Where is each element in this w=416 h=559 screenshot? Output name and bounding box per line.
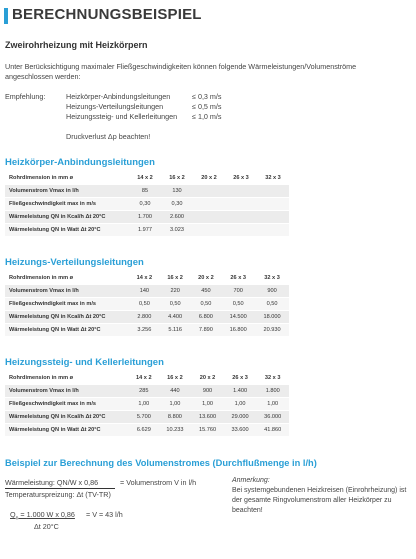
heat-symbol: Q [10,510,16,519]
intro-text: Unter Berücksichtigung maximaler Fließgeschwindigkeiten können folgende Wärmeleistungen/Volumenströme angeschlossen werden: [5,62,357,81]
table-cell [225,211,257,224]
table-cell: 1,00 [129,398,159,411]
table-cell: 1.977 [129,224,161,237]
recommendation-item-value: ≤ 1,0 m/s [192,112,222,121]
table-cell: 220 [160,285,191,298]
column-header: 26 x 3 [232,374,248,381]
table-cell: 13.600 [191,411,224,424]
table-cell [225,185,257,198]
row-label: Volumenstrom Vmax in l/h [5,385,129,398]
table-row [5,211,289,224]
table-cell: 0,50 [191,298,222,311]
table-row [5,385,289,398]
table-cell [193,185,225,198]
row-label: Wärmeleistung QN in Watt Δt 20°C [5,424,129,437]
table-cell: 0,50 [160,298,191,311]
recommendation-item-value: ≤ 0,5 m/s [192,102,222,111]
recommendation-item-name: Heizungssteig- und Kellerleitungen [66,112,178,121]
table-cell [193,211,225,224]
row-label: Wärmeleistung QN in Kcal/h Δt 20°C [5,411,129,424]
table-cell: 1,00 [256,398,289,411]
heat-subscript: n [15,515,19,522]
table-cell: 1,00 [224,398,257,411]
table-row [5,324,289,337]
section-title: Heizkörper-Anbindungsleitungen [5,157,155,168]
table-row [5,285,289,298]
page-subtitle: Zweirohrheizung mit Heizkörpern [5,40,148,50]
column-header: 14 x 2 [137,174,153,181]
column-header: 20 x 2 [201,174,217,181]
table-cell: 900 [191,385,224,398]
table-cell: 5.116 [160,324,191,337]
pressure-loss-note: Druckverlust Δp beachten! [66,132,151,141]
table-cell [193,224,225,237]
table-cell: 8.800 [159,411,192,424]
table-cell [257,224,289,237]
table-row [5,224,289,237]
table-cell: 1.700 [129,211,161,224]
example-denominator: Δt 20°C [34,522,59,531]
table-cell [257,185,289,198]
table-cell: 4.400 [160,311,191,324]
table-cell: 0,50 [129,298,160,311]
row-label: Wärmeleistung QN in Kcal/h Δt 20°C [5,211,129,224]
table-cell: 5.700 [129,411,159,424]
row-label: Volumenstrom Vmax in l/h [5,285,129,298]
table-cell: 1,00 [159,398,192,411]
table-row [5,298,289,311]
column-header: 32 x 3 [265,174,281,181]
example-numerator-value: 1.000 W x 0,86 [26,510,75,519]
column-header: 16 x 2 [169,174,185,181]
column-header: 14 x 2 [136,274,153,281]
column-header: 26 x 3 [233,174,249,181]
table-cell: 700 [221,285,255,298]
column-header: 20 x 2 [198,274,214,281]
table-cell [225,224,257,237]
recommendation-item-value: ≤ 0,3 m/s [192,92,222,101]
recommendation-item-name: Heizungs-Verteilungsleitungen [66,102,164,111]
formula-numerator: Wärmeleistung: QN/W x 0,86 [5,478,99,487]
table-cell [193,198,225,211]
column-header: 16 x 2 [167,274,183,281]
example-numerator: $Q_n = 1.000$ W x 0,86 [10,510,75,522]
row-label: Wärmeleistung QN in Watt Δt 20°C [5,224,129,237]
table-cell: 16.800 [221,324,255,337]
column-header: 26 x 3 [230,274,246,281]
table-row [5,398,289,411]
row-label: Wärmeleistung QN in Watt Δt 20°C [5,324,129,337]
table-cell: 18.000 [255,311,289,324]
formula-denominator: Temperaturspreizung: Δt (TV-TR) [5,490,111,499]
table-row [5,411,289,424]
data-table [5,370,289,437]
table-cell: 1,00 [191,398,224,411]
row-label: Volumenstrom Vmax in l/h [5,185,129,198]
table-cell [257,211,289,224]
row-label: Wärmeleistung QN in Kcal/h Δt 20°C [5,311,129,324]
row-label: Fließgeschwindigkeit max in m/s [5,298,129,311]
page-title: BERECHNUNGSBEISPIEL [12,6,202,23]
table-cell: 440 [159,385,192,398]
table-cell: 3.256 [129,324,160,337]
column-header: 32 x 3 [264,274,280,281]
note-heading: Anmerkung: [232,477,270,484]
recommendation-label: Empfehlung: [5,92,46,101]
table-cell: 1.800 [256,385,289,398]
table-row [5,198,289,211]
table-cell: 140 [129,285,160,298]
title-accent-bar [4,8,8,24]
column-header: Rohrdimension in mm ø [9,374,74,381]
table-cell: 41.860 [256,424,289,437]
table-cell: 14.500 [221,311,255,324]
column-header: 16 x 2 [167,374,183,381]
data-table [5,270,289,337]
column-header: Rohrdimension in mm ø [9,174,74,181]
table-cell: 900 [255,285,289,298]
column-header: 32 x 3 [264,374,281,381]
table-cell: 0,30 [161,198,193,211]
table-cell: 0,50 [255,298,289,311]
table-cell [257,198,289,211]
formula-result: = Volumenstrom V in l/h [120,478,197,487]
recommendation-item-name: Heizkörper-Anbindungsleitungen [66,92,171,101]
example-title: Beispiel zur Berechnung des Volumenstromes (Durchflußmenge in l/h) [5,458,317,468]
section-title: Heizungssteig- und Kellerleitungen [5,357,164,368]
table-cell: 20.930 [255,324,289,337]
table-row [5,311,289,324]
table-cell: 29.000 [224,411,257,424]
fraction-line [5,488,115,489]
section-title: Heizungs-Verteilungsleitungen [5,257,144,268]
table-cell: 10.233 [159,424,192,437]
table-cell: 3.023 [161,224,193,237]
note-box [232,476,412,516]
table-cell: 450 [191,285,222,298]
table-cell: 6.800 [191,311,222,324]
table-row [5,424,289,437]
table-cell: 15.760 [191,424,224,437]
column-header: Rohrdimension in mm ø [9,274,74,281]
row-label: Fließgeschwindigkeit max in m/s [5,398,129,411]
column-header: 20 x 2 [199,374,216,381]
table-cell: 0,30 [129,198,161,211]
example-result: = V = 43 l/h [86,510,123,519]
table-cell: 6.629 [129,424,159,437]
table-cell: 0,50 [221,298,255,311]
table-cell: 36.000 [256,411,289,424]
data-table [5,170,289,237]
table-cell: 33.600 [224,424,257,437]
table-cell: 285 [129,385,159,398]
table-cell: 130 [161,185,193,198]
table-cell: 2.800 [129,311,160,324]
table-cell [225,198,257,211]
table-cell: 2.600 [161,211,193,224]
table-cell: 85 [129,185,161,198]
table-row [5,185,289,198]
table-cell: 1.400 [224,385,257,398]
table-cell: 7.890 [191,324,222,337]
note-text: Bei systemgebundenen Heizkreisen (Einrohrheizung) ist der gesamte Ringvolumenstrom aller Heizkörper zu beachten! [232,487,407,514]
column-header: 14 x 2 [136,374,152,381]
row-label: Fließgeschwindigkeit max in m/s [5,198,129,211]
